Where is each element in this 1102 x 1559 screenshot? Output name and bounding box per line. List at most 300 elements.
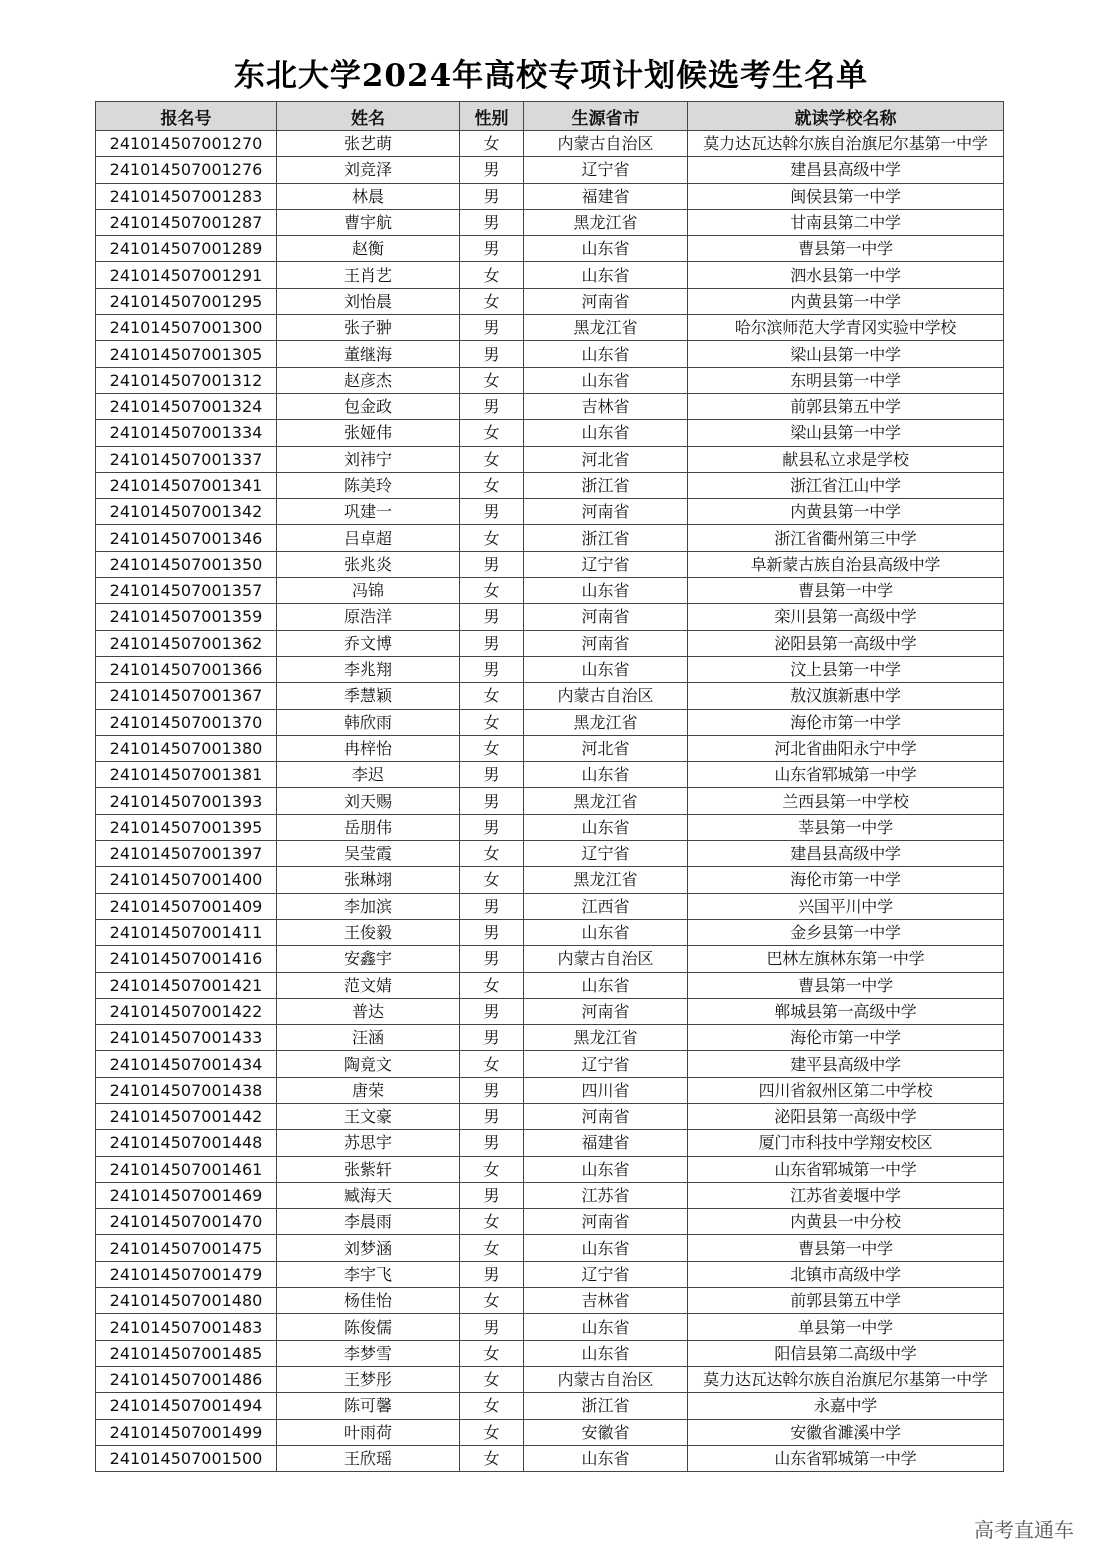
province-cell: 福建省 bbox=[524, 1130, 688, 1156]
candidate-table bbox=[95, 101, 1004, 1472]
table-row bbox=[96, 1130, 1004, 1156]
table-row bbox=[96, 630, 1004, 656]
name-cell: 巩建一 bbox=[277, 499, 460, 525]
school-cell: 梁山县第一中学 bbox=[688, 420, 1004, 446]
gender-cell: 女 bbox=[460, 1235, 524, 1261]
gender-cell: 女 bbox=[460, 288, 524, 314]
school-cell: 泌阳县第一高级中学 bbox=[688, 630, 1004, 656]
school-cell: 兴国平川中学 bbox=[688, 893, 1004, 919]
province-cell: 黑龙江省 bbox=[524, 1025, 688, 1051]
table-row bbox=[96, 604, 1004, 630]
table-row bbox=[96, 525, 1004, 551]
table-row bbox=[96, 1051, 1004, 1077]
school-cell: 莫力达瓦达斡尔族自治旗尼尔基第一中学 bbox=[688, 131, 1004, 157]
province-cell: 河南省 bbox=[524, 499, 688, 525]
province-cell: 内蒙古自治区 bbox=[524, 131, 688, 157]
gender-cell: 男 bbox=[460, 1314, 524, 1340]
school-cell: 汶上县第一中学 bbox=[688, 656, 1004, 682]
name-cell: 曹宇航 bbox=[277, 209, 460, 235]
registration-no-cell: 241014507001334 bbox=[96, 420, 277, 446]
province-cell: 四川省 bbox=[524, 1077, 688, 1103]
province-cell: 山东省 bbox=[524, 972, 688, 998]
school-cell: 山东省郓城第一中学 bbox=[688, 1156, 1004, 1182]
gender-cell: 女 bbox=[460, 972, 524, 998]
registration-no-cell: 241014507001448 bbox=[96, 1130, 277, 1156]
column-header-registration-no: 报名号 bbox=[96, 102, 277, 131]
province-cell: 山东省 bbox=[524, 1156, 688, 1182]
province-cell: 黑龙江省 bbox=[524, 788, 688, 814]
registration-no-cell: 241014507001300 bbox=[96, 315, 277, 341]
registration-no-cell: 241014507001346 bbox=[96, 525, 277, 551]
gender-cell: 女 bbox=[460, 1051, 524, 1077]
table-row bbox=[96, 1366, 1004, 1392]
gender-cell: 男 bbox=[460, 604, 524, 630]
province-cell: 辽宁省 bbox=[524, 841, 688, 867]
province-cell: 黑龙江省 bbox=[524, 209, 688, 235]
school-cell: 前郭县第五中学 bbox=[688, 393, 1004, 419]
table-row bbox=[96, 709, 1004, 735]
province-cell: 河南省 bbox=[524, 998, 688, 1024]
province-cell: 山东省 bbox=[524, 236, 688, 262]
registration-no-cell: 241014507001350 bbox=[96, 551, 277, 577]
name-cell: 王欣瑶 bbox=[277, 1445, 460, 1471]
registration-no-cell: 241014507001475 bbox=[96, 1235, 277, 1261]
table-row bbox=[96, 1314, 1004, 1340]
table-row bbox=[96, 367, 1004, 393]
gender-cell: 男 bbox=[460, 1103, 524, 1129]
province-cell: 山东省 bbox=[524, 578, 688, 604]
column-header-gender: 性别 bbox=[460, 102, 524, 131]
table-row bbox=[96, 157, 1004, 183]
gender-cell: 男 bbox=[460, 209, 524, 235]
school-cell: 内黄县第一中学 bbox=[688, 288, 1004, 314]
school-cell: 北镇市高级中学 bbox=[688, 1261, 1004, 1287]
province-cell: 浙江省 bbox=[524, 525, 688, 551]
province-cell: 福建省 bbox=[524, 183, 688, 209]
registration-no-cell: 241014507001305 bbox=[96, 341, 277, 367]
name-cell: 张兆炎 bbox=[277, 551, 460, 577]
gender-cell: 女 bbox=[460, 1209, 524, 1235]
name-cell: 陈美玲 bbox=[277, 472, 460, 498]
school-cell: 浙江省衢州第三中学 bbox=[688, 525, 1004, 551]
gender-cell: 女 bbox=[460, 131, 524, 157]
page-title: 东北大学2024年高校专项计划候选考生名单 bbox=[233, 58, 869, 94]
registration-no-cell: 241014507001421 bbox=[96, 972, 277, 998]
registration-no-cell: 241014507001270 bbox=[96, 131, 277, 157]
school-cell: 闽侯县第一中学 bbox=[688, 183, 1004, 209]
name-cell: 王文豪 bbox=[277, 1103, 460, 1129]
registration-no-cell: 241014507001366 bbox=[96, 656, 277, 682]
watermark-text: 高考直通车 bbox=[974, 1518, 1074, 1542]
registration-no-cell: 241014507001461 bbox=[96, 1156, 277, 1182]
school-cell: 海伦市第一中学 bbox=[688, 709, 1004, 735]
name-cell: 张紫轩 bbox=[277, 1156, 460, 1182]
registration-no-cell: 241014507001362 bbox=[96, 630, 277, 656]
table-row bbox=[96, 1235, 1004, 1261]
name-cell: 李加滨 bbox=[277, 893, 460, 919]
table-row bbox=[96, 1393, 1004, 1419]
gender-cell: 男 bbox=[460, 762, 524, 788]
province-cell: 黑龙江省 bbox=[524, 867, 688, 893]
gender-cell: 男 bbox=[460, 998, 524, 1024]
registration-no-cell: 241014507001485 bbox=[96, 1340, 277, 1366]
gender-cell: 女 bbox=[460, 1288, 524, 1314]
gender-cell: 女 bbox=[460, 735, 524, 761]
name-cell: 赵彦杰 bbox=[277, 367, 460, 393]
table-row bbox=[96, 1419, 1004, 1445]
table-row bbox=[96, 1025, 1004, 1051]
table-row bbox=[96, 1156, 1004, 1182]
school-cell: 河北省曲阳永宁中学 bbox=[688, 735, 1004, 761]
registration-no-cell: 241014507001400 bbox=[96, 867, 277, 893]
gender-cell: 男 bbox=[460, 551, 524, 577]
province-cell: 山东省 bbox=[524, 762, 688, 788]
school-cell: 建昌县高级中学 bbox=[688, 841, 1004, 867]
school-cell: 山东省郓城第一中学 bbox=[688, 1445, 1004, 1471]
gender-cell: 女 bbox=[460, 1366, 524, 1392]
province-cell: 山东省 bbox=[524, 1445, 688, 1471]
province-cell: 黑龙江省 bbox=[524, 315, 688, 341]
name-cell: 张娅伟 bbox=[277, 420, 460, 446]
registration-no-cell: 241014507001470 bbox=[96, 1209, 277, 1235]
registration-no-cell: 241014507001409 bbox=[96, 893, 277, 919]
registration-no-cell: 241014507001381 bbox=[96, 762, 277, 788]
table-row bbox=[96, 236, 1004, 262]
name-cell: 张琳翊 bbox=[277, 867, 460, 893]
school-cell: 莫力达瓦达斡尔族自治旗尼尔基第一中学 bbox=[688, 1366, 1004, 1392]
gender-cell: 女 bbox=[460, 1393, 524, 1419]
gender-cell: 男 bbox=[460, 499, 524, 525]
name-cell: 刘竞泽 bbox=[277, 157, 460, 183]
school-cell: 阜新蒙古族自治县高级中学 bbox=[688, 551, 1004, 577]
registration-no-cell: 241014507001395 bbox=[96, 814, 277, 840]
registration-no-cell: 241014507001295 bbox=[96, 288, 277, 314]
school-cell: 曹县第一中学 bbox=[688, 236, 1004, 262]
province-cell: 山东省 bbox=[524, 367, 688, 393]
province-cell: 吉林省 bbox=[524, 393, 688, 419]
province-cell: 辽宁省 bbox=[524, 157, 688, 183]
table-row bbox=[96, 1445, 1004, 1471]
table-row bbox=[96, 551, 1004, 577]
table-row bbox=[96, 1103, 1004, 1129]
province-cell: 安徽省 bbox=[524, 1419, 688, 1445]
registration-no-cell: 241014507001411 bbox=[96, 919, 277, 945]
school-cell: 曹县第一中学 bbox=[688, 1235, 1004, 1261]
province-cell: 浙江省 bbox=[524, 1393, 688, 1419]
school-cell: 泗水县第一中学 bbox=[688, 262, 1004, 288]
table-row bbox=[96, 1340, 1004, 1366]
name-cell: 臧海天 bbox=[277, 1182, 460, 1208]
province-cell: 内蒙古自治区 bbox=[524, 1366, 688, 1392]
gender-cell: 男 bbox=[460, 341, 524, 367]
province-cell: 山东省 bbox=[524, 656, 688, 682]
gender-cell: 男 bbox=[460, 1130, 524, 1156]
school-cell: 建昌县高级中学 bbox=[688, 157, 1004, 183]
table-row bbox=[96, 893, 1004, 919]
gender-cell: 女 bbox=[460, 446, 524, 472]
name-cell: 张子翀 bbox=[277, 315, 460, 341]
name-cell: 乔文博 bbox=[277, 630, 460, 656]
registration-no-cell: 241014507001283 bbox=[96, 183, 277, 209]
registration-no-cell: 241014507001483 bbox=[96, 1314, 277, 1340]
table-row bbox=[96, 998, 1004, 1024]
school-cell: 献县私立求是学校 bbox=[688, 446, 1004, 472]
name-cell: 陈可馨 bbox=[277, 1393, 460, 1419]
table-row bbox=[96, 131, 1004, 157]
gender-cell: 女 bbox=[460, 525, 524, 551]
table-row bbox=[96, 578, 1004, 604]
registration-no-cell: 241014507001341 bbox=[96, 472, 277, 498]
table-row bbox=[96, 841, 1004, 867]
gender-cell: 男 bbox=[460, 1025, 524, 1051]
province-cell: 江西省 bbox=[524, 893, 688, 919]
registration-no-cell: 241014507001359 bbox=[96, 604, 277, 630]
name-cell: 李晨雨 bbox=[277, 1209, 460, 1235]
province-cell: 辽宁省 bbox=[524, 1051, 688, 1077]
gender-cell: 女 bbox=[460, 1419, 524, 1445]
name-cell: 王俊毅 bbox=[277, 919, 460, 945]
gender-cell: 男 bbox=[460, 315, 524, 341]
province-cell: 河南省 bbox=[524, 1103, 688, 1129]
column-header-school: 就读学校名称 bbox=[688, 102, 1004, 131]
name-cell: 包金政 bbox=[277, 393, 460, 419]
school-cell: 内黄县第一中学 bbox=[688, 499, 1004, 525]
gender-cell: 女 bbox=[460, 709, 524, 735]
province-cell: 黑龙江省 bbox=[524, 709, 688, 735]
registration-no-cell: 241014507001397 bbox=[96, 841, 277, 867]
name-cell: 陶竟文 bbox=[277, 1051, 460, 1077]
school-cell: 曹县第一中学 bbox=[688, 972, 1004, 998]
registration-no-cell: 241014507001324 bbox=[96, 393, 277, 419]
name-cell: 李迟 bbox=[277, 762, 460, 788]
name-cell: 刘祎宁 bbox=[277, 446, 460, 472]
gender-cell: 女 bbox=[460, 841, 524, 867]
registration-no-cell: 241014507001438 bbox=[96, 1077, 277, 1103]
school-cell: 金乡县第一中学 bbox=[688, 919, 1004, 945]
gender-cell: 女 bbox=[460, 420, 524, 446]
school-cell: 郸城县第一高级中学 bbox=[688, 998, 1004, 1024]
name-cell: 吕卓超 bbox=[277, 525, 460, 551]
registration-no-cell: 241014507001480 bbox=[96, 1288, 277, 1314]
gender-cell: 女 bbox=[460, 867, 524, 893]
registration-no-cell: 241014507001500 bbox=[96, 1445, 277, 1471]
table-body bbox=[96, 131, 1004, 1472]
gender-cell: 女 bbox=[460, 1340, 524, 1366]
name-cell: 范文婧 bbox=[277, 972, 460, 998]
school-cell: 甘南县第二中学 bbox=[688, 209, 1004, 235]
gender-cell: 男 bbox=[460, 630, 524, 656]
gender-cell: 男 bbox=[460, 1182, 524, 1208]
table-row bbox=[96, 393, 1004, 419]
name-cell: 杨佳怡 bbox=[277, 1288, 460, 1314]
registration-no-cell: 241014507001312 bbox=[96, 367, 277, 393]
name-cell: 冯锦 bbox=[277, 578, 460, 604]
name-cell: 普达 bbox=[277, 998, 460, 1024]
table-row bbox=[96, 735, 1004, 761]
registration-no-cell: 241014507001289 bbox=[96, 236, 277, 262]
province-cell: 吉林省 bbox=[524, 1288, 688, 1314]
province-cell: 辽宁省 bbox=[524, 1261, 688, 1287]
table-row bbox=[96, 262, 1004, 288]
school-cell: 阳信县第二高级中学 bbox=[688, 1340, 1004, 1366]
school-cell: 莘县第一中学 bbox=[688, 814, 1004, 840]
name-cell: 刘怡晨 bbox=[277, 288, 460, 314]
school-cell: 厦门市科技中学翔安校区 bbox=[688, 1130, 1004, 1156]
registration-no-cell: 241014507001337 bbox=[96, 446, 277, 472]
name-cell: 刘天赐 bbox=[277, 788, 460, 814]
registration-no-cell: 241014507001342 bbox=[96, 499, 277, 525]
table-row bbox=[96, 946, 1004, 972]
name-cell: 苏思宇 bbox=[277, 1130, 460, 1156]
province-cell: 山东省 bbox=[524, 420, 688, 446]
name-cell: 张艺萌 bbox=[277, 131, 460, 157]
province-cell: 山东省 bbox=[524, 262, 688, 288]
gender-cell: 男 bbox=[460, 788, 524, 814]
table-row bbox=[96, 814, 1004, 840]
gender-cell: 女 bbox=[460, 1156, 524, 1182]
name-cell: 李梦雪 bbox=[277, 1340, 460, 1366]
gender-cell: 女 bbox=[460, 367, 524, 393]
name-cell: 王肖艺 bbox=[277, 262, 460, 288]
registration-no-cell: 241014507001434 bbox=[96, 1051, 277, 1077]
table-row bbox=[96, 1288, 1004, 1314]
school-cell: 安徽省濉溪中学 bbox=[688, 1419, 1004, 1445]
registration-no-cell: 241014507001422 bbox=[96, 998, 277, 1024]
name-cell: 韩欣雨 bbox=[277, 709, 460, 735]
gender-cell: 男 bbox=[460, 1077, 524, 1103]
name-cell: 吴莹霞 bbox=[277, 841, 460, 867]
province-cell: 辽宁省 bbox=[524, 551, 688, 577]
school-cell: 巴林左旗林东第一中学 bbox=[688, 946, 1004, 972]
table-row bbox=[96, 446, 1004, 472]
school-cell: 曹县第一中学 bbox=[688, 578, 1004, 604]
table-row bbox=[96, 1209, 1004, 1235]
registration-no-cell: 241014507001380 bbox=[96, 735, 277, 761]
gender-cell: 男 bbox=[460, 656, 524, 682]
table-row bbox=[96, 183, 1004, 209]
registration-no-cell: 241014507001499 bbox=[96, 1419, 277, 1445]
province-cell: 山东省 bbox=[524, 919, 688, 945]
province-cell: 河南省 bbox=[524, 630, 688, 656]
province-cell: 内蒙古自治区 bbox=[524, 946, 688, 972]
school-cell: 海伦市第一中学 bbox=[688, 867, 1004, 893]
table-row bbox=[96, 972, 1004, 998]
table-row bbox=[96, 288, 1004, 314]
name-cell: 唐荣 bbox=[277, 1077, 460, 1103]
name-cell: 刘梦涵 bbox=[277, 1235, 460, 1261]
registration-no-cell: 241014507001367 bbox=[96, 683, 277, 709]
gender-cell: 女 bbox=[460, 262, 524, 288]
province-cell: 山东省 bbox=[524, 1340, 688, 1366]
province-cell: 河北省 bbox=[524, 446, 688, 472]
school-cell: 永嘉中学 bbox=[688, 1393, 1004, 1419]
name-cell: 李兆翔 bbox=[277, 656, 460, 682]
registration-no-cell: 241014507001479 bbox=[96, 1261, 277, 1287]
name-cell: 林晨 bbox=[277, 183, 460, 209]
table-row bbox=[96, 788, 1004, 814]
registration-no-cell: 241014507001416 bbox=[96, 946, 277, 972]
school-cell: 兰西县第一中学校 bbox=[688, 788, 1004, 814]
province-cell: 河南省 bbox=[524, 1209, 688, 1235]
table-row bbox=[96, 420, 1004, 446]
province-cell: 河南省 bbox=[524, 288, 688, 314]
name-cell: 季慧颖 bbox=[277, 683, 460, 709]
province-cell: 江苏省 bbox=[524, 1182, 688, 1208]
registration-no-cell: 241014507001494 bbox=[96, 1393, 277, 1419]
school-cell: 栾川县第一高级中学 bbox=[688, 604, 1004, 630]
table-row bbox=[96, 683, 1004, 709]
province-cell: 山东省 bbox=[524, 1314, 688, 1340]
province-cell: 山东省 bbox=[524, 814, 688, 840]
gender-cell: 女 bbox=[460, 578, 524, 604]
table-row bbox=[96, 315, 1004, 341]
registration-no-cell: 241014507001393 bbox=[96, 788, 277, 814]
school-cell: 江苏省姜堰中学 bbox=[688, 1182, 1004, 1208]
name-cell: 安鑫宇 bbox=[277, 946, 460, 972]
registration-no-cell: 241014507001442 bbox=[96, 1103, 277, 1129]
school-cell: 梁山县第一中学 bbox=[688, 341, 1004, 367]
table-row bbox=[96, 762, 1004, 788]
gender-cell: 男 bbox=[460, 946, 524, 972]
name-cell: 汪涵 bbox=[277, 1025, 460, 1051]
table-row bbox=[96, 1182, 1004, 1208]
province-cell: 山东省 bbox=[524, 341, 688, 367]
school-cell: 四川省叙州区第二中学校 bbox=[688, 1077, 1004, 1103]
school-cell: 前郭县第五中学 bbox=[688, 1288, 1004, 1314]
gender-cell: 男 bbox=[460, 814, 524, 840]
name-cell: 王梦彤 bbox=[277, 1366, 460, 1392]
table-row bbox=[96, 919, 1004, 945]
gender-cell: 男 bbox=[460, 919, 524, 945]
name-cell: 叶雨荷 bbox=[277, 1419, 460, 1445]
school-cell: 浙江省江山中学 bbox=[688, 472, 1004, 498]
province-cell: 河南省 bbox=[524, 604, 688, 630]
table-row bbox=[96, 209, 1004, 235]
name-cell: 李宇飞 bbox=[277, 1261, 460, 1287]
gender-cell: 男 bbox=[460, 236, 524, 262]
school-cell: 山东省郓城第一中学 bbox=[688, 762, 1004, 788]
name-cell: 冉梓怡 bbox=[277, 735, 460, 761]
name-cell: 岳朋伟 bbox=[277, 814, 460, 840]
province-cell: 河北省 bbox=[524, 735, 688, 761]
name-cell: 董继海 bbox=[277, 341, 460, 367]
table-row bbox=[96, 867, 1004, 893]
gender-cell: 男 bbox=[460, 893, 524, 919]
school-cell: 哈尔滨师范大学青冈实验中学校 bbox=[688, 315, 1004, 341]
table-row bbox=[96, 1261, 1004, 1287]
gender-cell: 女 bbox=[460, 1445, 524, 1471]
registration-no-cell: 241014507001291 bbox=[96, 262, 277, 288]
table-row bbox=[96, 656, 1004, 682]
registration-no-cell: 241014507001276 bbox=[96, 157, 277, 183]
registration-no-cell: 241014507001370 bbox=[96, 709, 277, 735]
column-header-name: 姓名 bbox=[277, 102, 460, 131]
gender-cell: 男 bbox=[460, 157, 524, 183]
school-cell: 内黄县一中分校 bbox=[688, 1209, 1004, 1235]
name-cell: 陈俊儒 bbox=[277, 1314, 460, 1340]
province-cell: 山东省 bbox=[524, 1235, 688, 1261]
registration-no-cell: 241014507001469 bbox=[96, 1182, 277, 1208]
gender-cell: 男 bbox=[460, 183, 524, 209]
province-cell: 内蒙古自治区 bbox=[524, 683, 688, 709]
column-header-province: 生源省市 bbox=[524, 102, 688, 131]
table-row bbox=[96, 341, 1004, 367]
table-row bbox=[96, 472, 1004, 498]
registration-no-cell: 241014507001486 bbox=[96, 1366, 277, 1392]
table-row bbox=[96, 499, 1004, 525]
table-header-row bbox=[96, 102, 1004, 131]
school-cell: 泌阳县第一高级中学 bbox=[688, 1103, 1004, 1129]
